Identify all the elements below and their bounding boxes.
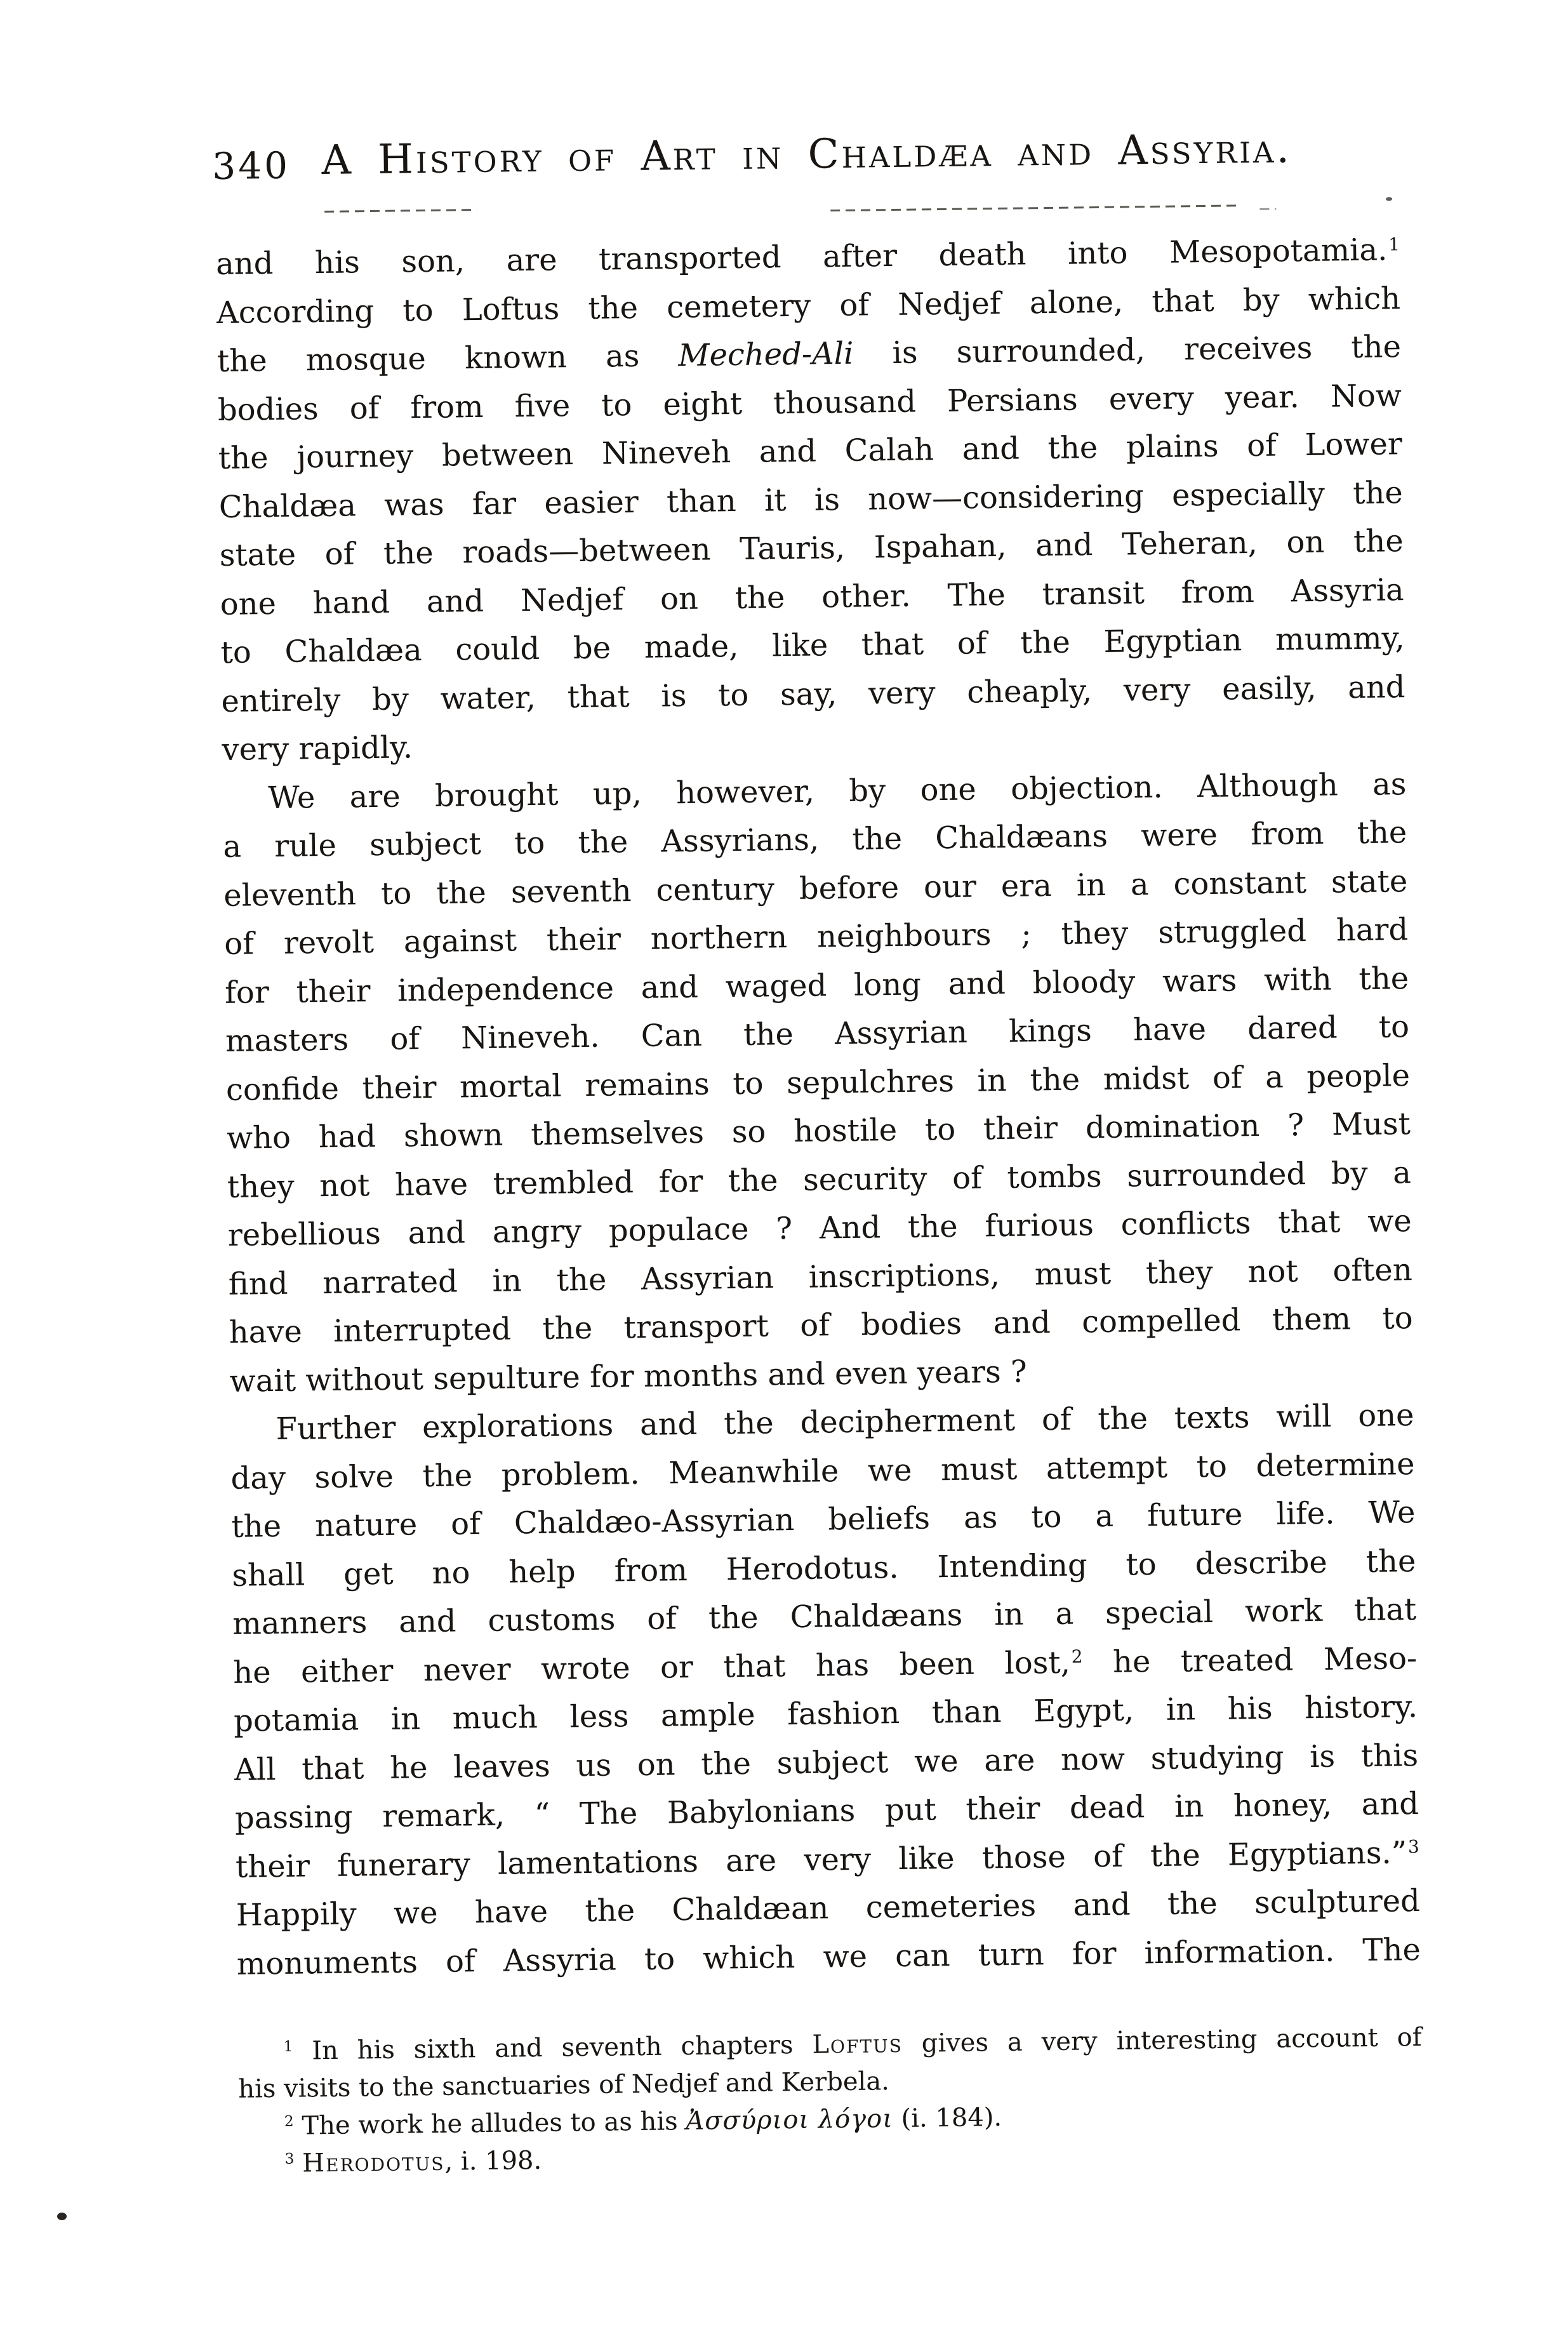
- text-run: confide their mortal remains to sepulchres in the midst of a people: [225, 1057, 1411, 1108]
- text-run: he treated Meso-: [1082, 1640, 1418, 1680]
- header-rule-segment: [830, 204, 1237, 211]
- paragraph: [216, 225, 1406, 774]
- text-run: potamia in much less ample fashion than Egypt, in his history.: [233, 1689, 1418, 1739]
- footnote-reference: 3: [284, 2150, 295, 2168]
- text-run: entirely by water, that is to say, very cheaply, very easily, and: [221, 669, 1405, 719]
- paragraph: [230, 1391, 1421, 1988]
- greek-text: Ἀσσύριοι λόγοι: [686, 2104, 894, 2136]
- text-run: In his sixth and seventh chapters: [293, 2030, 813, 2066]
- text-run: day solve the problem. Meanwhile we must attempt to determine: [230, 1446, 1415, 1496]
- text-run: he either never wrote or that has been lost,: [232, 1644, 1071, 1691]
- text-run: All that he leaves us on the subject we are now studying is this: [234, 1737, 1419, 1788]
- text-run: is surrounded, receives the: [853, 329, 1402, 371]
- text-run: Further explorations and the decipherment of the texts will one: [276, 1397, 1414, 1447]
- text-run: for their independence and waged long and bloody wars with the: [224, 960, 1409, 1011]
- footnote-reference: 2: [1071, 1646, 1083, 1667]
- text-run: his visits to the sanctuaries of Nedjef and Kerbela.: [238, 2067, 890, 2104]
- text-run: (i. 184).: [893, 2103, 1002, 2134]
- text-run: The work he alludes to as his: [293, 2107, 686, 2141]
- running-title: A History of Art in Chaldæa and Assyria.: [321, 125, 1292, 184]
- text-run: the journey between Nineveh and Calah and the plains of Lower: [218, 426, 1403, 476]
- text-run: to Chaldæa could be made, like that of the Egyptian mummy,: [220, 620, 1405, 670]
- text-run: of revolt against their northern neighbours ; they struggled hard: [223, 912, 1409, 962]
- ink-speck: [57, 2213, 67, 2220]
- text-run: they not have trembled for the security of tombs surrounded by a: [227, 1154, 1412, 1205]
- text-run: We are brought up, however, by one objection. Although as: [268, 766, 1407, 816]
- text-run: state of the roads—between Tauris, Ispahan, and Teheran, on the: [219, 523, 1404, 573]
- smallcaps-name: Herodotus: [302, 2147, 445, 2178]
- page-number: 340: [211, 143, 291, 189]
- text-run: wait without sepulture for months and even years ?: [229, 1354, 1028, 1399]
- text-run: shall get no help from Herodotus. Intending to describe the: [232, 1543, 1416, 1594]
- footnote-reference: 2: [284, 2112, 294, 2131]
- text-run: gives a very interesting account of: [902, 2023, 1422, 2058]
- footnote-reference: 1: [1388, 233, 1400, 255]
- smallcaps-name: Loftus: [812, 2028, 903, 2060]
- header-rule-segment: [1259, 208, 1276, 210]
- footnote-reference: 1: [283, 2037, 293, 2056]
- text-run: passing remark, “ The Babylonians put their dead in honey, and: [234, 1786, 1419, 1836]
- text-run: a rule subject to the Assyrians, the Chaldæans were from the: [223, 815, 1407, 865]
- text-run: rebellious and angry populace ? And the furious conflicts that we: [227, 1203, 1412, 1253]
- footnote: [237, 2019, 1422, 2108]
- footnotes: [237, 2019, 1423, 2183]
- ink-speck: [1386, 197, 1392, 201]
- text-run: very rapidly.: [222, 729, 413, 768]
- footnote-reference: 3: [1407, 1836, 1419, 1858]
- text-run: the mosque known as: [216, 338, 679, 379]
- text-run: manners and customs of the Chaldæans in a special work that: [232, 1592, 1417, 1642]
- header-rule-segment: [324, 209, 477, 213]
- text-run: masters of Nineveh. Can the Assyrian kings have dared to: [225, 1009, 1410, 1059]
- text-run: [294, 2149, 302, 2178]
- text-run: who had shown themselves so hostile to their domination ? Must: [226, 1106, 1411, 1156]
- text-run: Happily we have the Chaldæan cemeteries and the sculptured: [236, 1883, 1421, 1933]
- text-run: monuments of Assyria to which we can turn for information. The: [236, 1931, 1421, 1982]
- italic-text: Meched-Ali: [678, 335, 854, 374]
- text-run: one hand and Nedjef on the other. The transit from Assyria: [220, 571, 1404, 622]
- text-run: have interrupted the transport of bodies and compelled them to: [229, 1300, 1413, 1350]
- text-run: eleventh to the seventh century before our era in a constant state: [223, 863, 1408, 914]
- text-run: According to Loftus the cemetery of Nedjef alone, that by which: [216, 280, 1401, 331]
- text-run: find narrated in the Assyrian inscriptions, must they not often: [228, 1251, 1413, 1302]
- text-run: the nature of Chaldæo-Assyrian beliefs as to a future life. We: [231, 1495, 1416, 1545]
- text-run: bodies of from five to eight thousand Persians every year. Now: [217, 377, 1402, 428]
- body-text: [216, 225, 1421, 1988]
- text-run: and his son, are transported after death into Mesopotamia.: [215, 232, 1388, 282]
- paragraph: [222, 760, 1414, 1406]
- text-run: their funerary lamentations are very like those of the Egyptians.”: [235, 1834, 1407, 1885]
- text-run: , i. 198.: [444, 2145, 542, 2176]
- text-run: Chaldæa was far easier than it is now—considering especially the: [218, 474, 1404, 525]
